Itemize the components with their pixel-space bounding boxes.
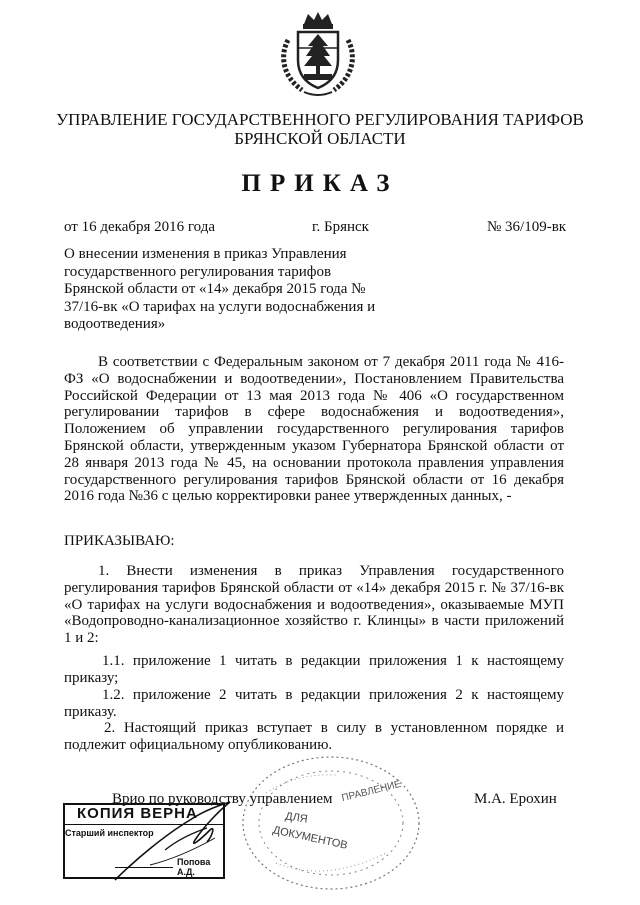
- coat-of-arms-emblem: [274, 10, 362, 98]
- order-item-1: 1. Внести изменения в приказ Управления государственного регулирования тарифов Брянской области от «14» декабря 2015 г. № 37/16-вк «О тарифах на услуги водоснабжения и водоотведения», оказываемые МУП «Водопроводно-канализационное хозяйство г. Клинцы» в части приложений 1 и 2:: [64, 563, 564, 647]
- preamble-paragraph: В соответствии с Федеральным законом от 7 декабря 2011 года № 416-ФЗ «О водоснабжении и водоотведении», Постановлением Правительства Российской Федерации от 13 мая 2013 года № 406 «О государственном регулировании тарифов в сфере водоснабжения и водоотведения», Положением об управлении государственного регулирования тарифов Брянской области, утвержденным указом Губернатора Брянской области от 28 января 2013 года № 45, на основании протокола правления управления государственного регулирования тарифов Брянской области от 16 декабря 2016 года №36 с целью корректировки ранее утвержденных данных, -: [64, 354, 564, 505]
- order-item-2: 2. Настоящий приказ вступает в силу в установленном порядке и подлежит официальному опубликованию.: [64, 720, 564, 753]
- seal-text-top: ПРАВЛЕНИЕ: [340, 778, 403, 805]
- order-subject: О внесении изменения в приказ Управления государственного регулирования тарифов Брянской области от «14» декабря 2015 года № 37/16-вк «О тарифах на услуги водоснабжения и водоотведения»: [64, 246, 376, 332]
- order-word: ПРИКАЗЫВАЮ:: [64, 533, 175, 549]
- handwritten-signature: [95, 780, 255, 890]
- signatory-role: Врио по руководству управлением: [112, 791, 333, 807]
- stamp-inspector-name: Попова А.Д.: [177, 857, 211, 877]
- order-item-1-2: 1.2. приложение 2 читать в редакции приложения 2 к настоящему приказу.: [64, 687, 564, 720]
- seal-text-bottom: ДОКУМЕНТОВ: [271, 824, 349, 852]
- order-number: № 36/109-вк: [487, 219, 567, 235]
- organization-name-line1: УПРАВЛЕНИЕ ГОСУДАРСТВЕННОГО РЕГУЛИРОВАНИЯ ТАРИФОВ: [56, 110, 584, 129]
- stamp-copy-title: КОПИЯ ВЕРНА: [77, 805, 198, 822]
- order-item-1-1: 1.1. приложение 1 читать в редакции приложения 1 к настоящему приказу;: [64, 653, 564, 686]
- stamp-inspector-label: Старший инспектор: [65, 828, 154, 838]
- order-date: от 16 декабря 2016 года: [64, 219, 216, 235]
- organization-name-line2: БРЯНСКОЙ ОБЛАСТИ: [234, 129, 406, 148]
- order-city: г. Брянск: [312, 219, 369, 235]
- round-seal-stamp: [236, 753, 422, 893]
- seal-text-middle: ДЛЯ: [284, 810, 309, 826]
- document-title: ПРИКАЗ: [241, 170, 399, 197]
- signatory-name: М.А. Ерохин: [474, 791, 557, 807]
